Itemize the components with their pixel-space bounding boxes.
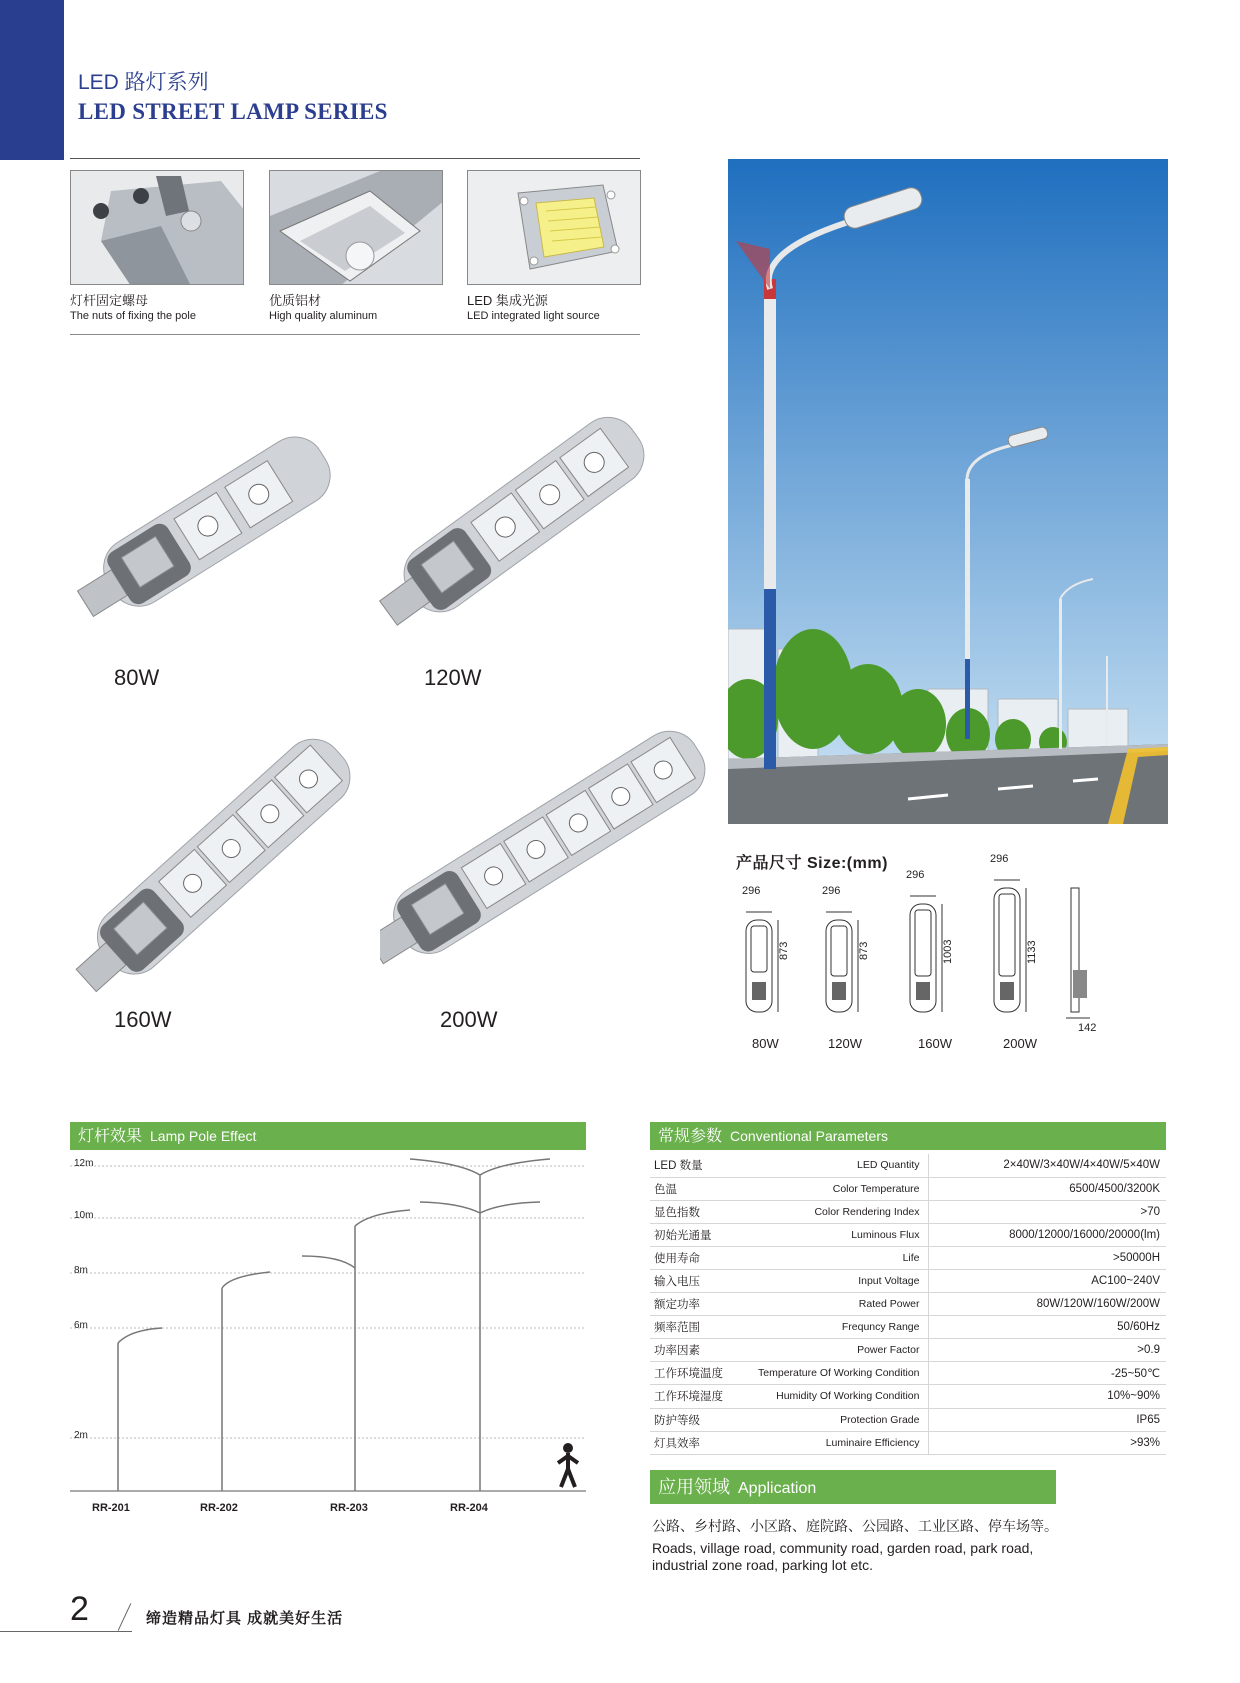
street-scene-photo [728,159,1168,824]
params-row [650,1339,1166,1362]
param-name-en: Frequncy Range [745,1316,928,1339]
param-name-en: Life [745,1246,928,1269]
param-name-cn: 输入电压 [650,1269,745,1292]
params-row [650,1293,1166,1316]
pole-model-rr203: RR-203 [330,1502,368,1514]
feature-label-en: The nuts of fixing the pole [70,310,196,322]
height-label-10m: 10m [74,1210,94,1221]
led-chip-photo-icon [467,170,641,285]
params-row [650,1431,1166,1454]
dim-length-80w: 873 [778,941,790,960]
params-row [650,1362,1166,1385]
params-row [650,1385,1166,1408]
dim-power-120w: 120W [828,1036,862,1051]
feature-label-en: LED integrated light source [467,310,600,322]
dim-width-200w: 296 [990,853,1009,865]
params-row [650,1223,1166,1246]
pole-effect-title-cn: 灯杆效果 [78,1128,143,1145]
dimension-120w [826,912,858,1012]
param-name-en: Humidity Of Working Condition [745,1385,928,1408]
param-name-cn: 工作环境湿度 [650,1385,745,1408]
dim-width-80w: 296 [742,885,761,897]
side-color-bar [0,0,64,160]
feature-divider-bottom [70,334,640,335]
params-header [650,1122,1166,1150]
params-row [650,1269,1166,1292]
lamp-label-200w: 200W [440,1007,498,1032]
param-name-en: Color Temperature [745,1177,928,1200]
feature-label-en: High quality aluminum [269,310,378,322]
param-value: >70 [928,1200,1166,1223]
application-title-cn: 应用领域 [658,1477,730,1497]
param-name-en: Luminous Flux [745,1223,928,1246]
footer-slash [118,1603,132,1631]
param-name-cn: 频率范围 [650,1316,745,1339]
pole-model-rr201: RR-201 [92,1502,130,1514]
param-name-cn: 初始光通量 [650,1223,745,1246]
application-header [650,1470,1056,1504]
param-value: AC100~240V [928,1269,1166,1292]
dim-side-depth: 142 [1078,1022,1097,1034]
lamp-200w-photo-icon [380,700,710,990]
params-row [650,1177,1166,1200]
height-label-2m: 2m [74,1430,88,1441]
param-name-cn: 工作环境温度 [650,1362,745,1385]
params-title-cn: 常规参数 [658,1128,723,1145]
pole-nut-photo-icon [70,170,244,285]
footer-line [0,1631,132,1632]
dimension-160w [910,896,942,1012]
param-name-en: Input Voltage [745,1269,928,1292]
param-name-en: LED Quantity [745,1154,928,1177]
params-row [650,1316,1166,1339]
params-row [650,1154,1166,1177]
height-label-12m: 12m [74,1158,94,1169]
page-title-en: LED STREET LAMP SERIES [78,99,388,124]
param-name-en: Temperature Of Working Condition [745,1362,928,1385]
pole-effect-chart [70,1158,586,1518]
param-name-en: Luminaire Efficiency [745,1431,928,1454]
feature-label-cn: LED 集成光源 [467,293,548,308]
feature-divider-top [70,158,640,159]
param-value: >0.9 [928,1339,1166,1362]
params-row [650,1200,1166,1223]
param-name-cn: 色温 [650,1177,745,1200]
param-value: >93% [928,1431,1166,1454]
page-title-cn: LED 路灯系列 [78,71,209,94]
params-table [650,1154,1166,1455]
param-value: 80W/120W/160W/200W [928,1293,1166,1316]
feature-aluminum [269,170,447,322]
dim-width-160w: 296 [906,869,925,881]
pole-model-rr204: RR-204 [450,1502,488,1514]
dim-length-200w: 1133 [1026,940,1038,964]
param-name-en: Protection Grade [745,1408,928,1431]
param-value: -25~50℃ [928,1362,1166,1385]
param-value: >50000H [928,1246,1166,1269]
param-name-cn: 显色指数 [650,1200,745,1223]
dimension-200w [994,880,1026,1012]
params-row [650,1408,1166,1431]
param-name-cn: 防护等级 [650,1408,745,1431]
feature-label-cn: 优质铝材 [269,293,322,308]
param-name-cn: 使用寿命 [650,1246,745,1269]
lamp-80w-photo-icon [70,395,350,645]
footer-slogan: 缔造精品灯具 成就美好生活 [146,1610,344,1627]
param-value: 50/60Hz [928,1316,1166,1339]
pole-effect-title-en: Lamp Pole Effect [150,1128,257,1144]
param-value: 6500/4500/3200K [928,1177,1166,1200]
param-name-en: Power Factor [745,1339,928,1362]
height-label-6m: 6m [74,1320,88,1331]
param-name-cn: 灯具效率 [650,1431,745,1454]
param-name-en: Color Rendering Index [745,1200,928,1223]
dim-power-80w: 80W [752,1036,779,1051]
dim-power-160w: 160W [918,1036,952,1051]
application-text-en: Roads, village road, community road, garden road, park road, industrial zone road, parking lot etc. [652,1540,1034,1573]
param-name-en: Rated Power [745,1293,928,1316]
param-value: IP65 [928,1408,1166,1431]
param-name-cn: 功率因素 [650,1339,745,1362]
aluminum-housing-photo-icon [269,170,443,285]
application-text-cn: 公路、乡村路、小区路、庭院路、公园路、工业区路、停车场等。 [652,1518,1058,1534]
lamp-120w-photo-icon [370,385,660,645]
lamp-160w-photo-icon [70,720,370,1000]
params-row [650,1246,1166,1269]
pole-effect-header [70,1122,586,1150]
dim-width-120w: 296 [822,885,841,897]
params-title-en: Conventional Parameters [730,1128,888,1144]
dimension-80w [746,912,778,1012]
feature-led-source [467,170,645,322]
height-label-8m: 8m [74,1265,88,1276]
pole-model-rr202: RR-202 [200,1502,238,1514]
pole-effect-drawing [70,1158,586,1518]
param-value: 2×40W/3×40W/4×40W/5×40W [928,1154,1166,1177]
dim-length-160w: 1003 [942,939,954,964]
feature-label-cn: 灯杆固定螺母 [70,293,149,308]
lamp-label-120w: 120W [424,665,482,690]
lamp-label-160w: 160W [114,1007,172,1032]
dim-power-200w: 200W [1003,1036,1037,1051]
size-section-title: 产品尺寸 Size:(mm) [736,855,888,872]
lamp-label-80w: 80W [114,665,160,690]
dimension-side-view [1066,888,1090,1018]
feature-pole-nut [70,170,248,322]
param-name-cn: 额定功率 [650,1293,745,1316]
application-title-en: Application [738,1480,817,1497]
dim-length-120w: 873 [858,941,870,960]
param-name-cn: LED 数量 [650,1154,745,1177]
street-scene-photo-icon [728,159,1168,824]
page-number: 2 [70,1590,89,1628]
param-value: 8000/12000/16000/20000(lm) [928,1223,1166,1246]
person-scale-icon [555,1443,581,1489]
param-value: 10%~90% [928,1385,1166,1408]
